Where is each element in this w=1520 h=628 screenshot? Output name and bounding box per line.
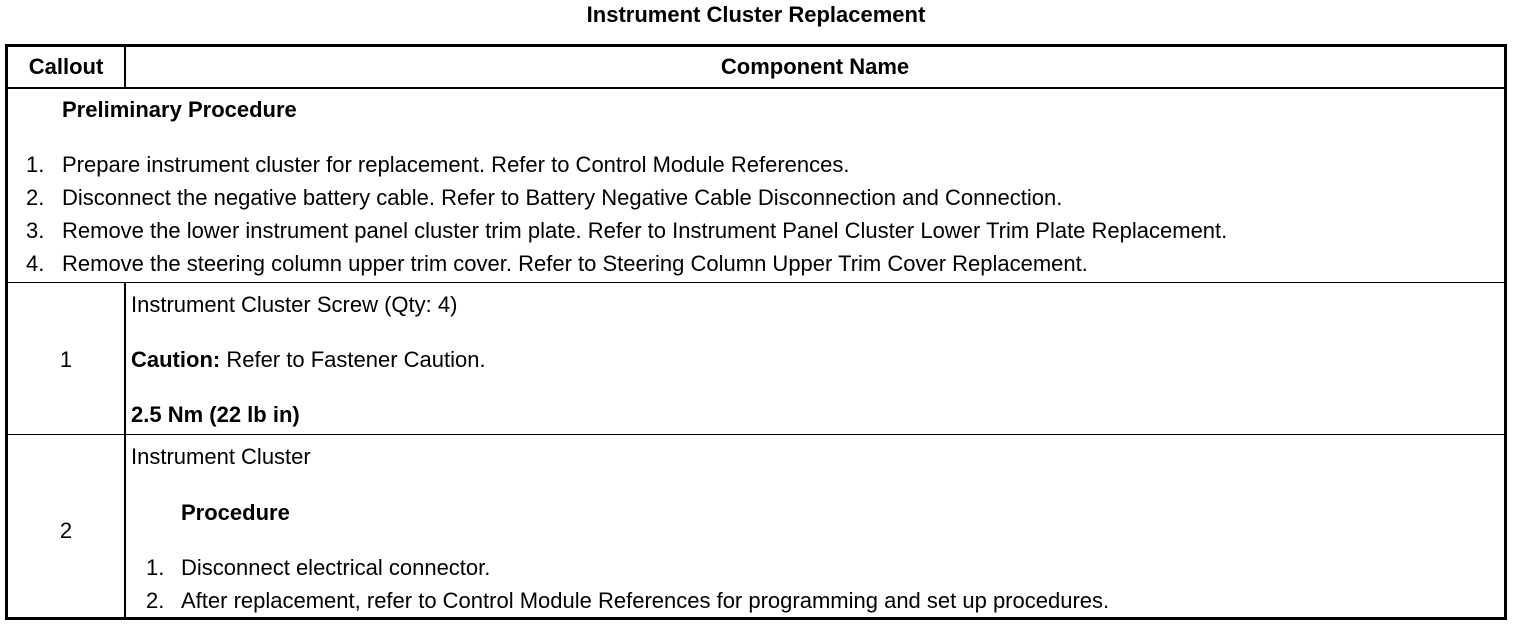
torque-spec: 2.5 Nm (22 lb in) <box>131 402 300 427</box>
procedure-step-num: 1. <box>146 555 165 580</box>
prelim-step-num: 4. <box>26 251 45 276</box>
body-column-divider <box>124 282 126 617</box>
procedure-step-num: 2. <box>146 588 165 613</box>
row-divider-1 <box>8 282 1504 283</box>
prelim-step-text: Remove the steering column upper trim cover. Refer to Steering Column Upper Trim Cover Replacement. <box>62 251 1088 276</box>
procedure-heading: Procedure <box>181 500 290 525</box>
row-divider-2 <box>8 434 1504 435</box>
component-name: Instrument Cluster Screw (Qty: 4) <box>131 292 458 317</box>
header-divider <box>8 87 1504 89</box>
callout-number: 1 <box>59 347 73 372</box>
page-title: Instrument Cluster Replacement <box>586 2 926 27</box>
procedure-table <box>5 44 1507 620</box>
component-name: Instrument Cluster <box>131 444 311 469</box>
callout-number: 2 <box>59 518 73 543</box>
prelim-step-text: Disconnect the negative battery cable. Refer to Battery Negative Cable Disconnection and Connection. <box>62 185 1063 210</box>
header-component-name: Component Name <box>720 54 910 79</box>
prelim-step-text: Remove the lower instrument panel cluster trim plate. Refer to Instrument Panel Cluster Lower Trim Plate Replacement. <box>62 218 1228 243</box>
prelim-step-text: Prepare instrument cluster for replacement. Refer to Control Module References. <box>62 152 850 177</box>
caution-line <box>131 347 486 373</box>
prelim-step-num: 3. <box>26 218 45 243</box>
caution-label: Caution: <box>131 347 221 372</box>
procedure-step-text: Disconnect electrical connector. <box>181 555 491 580</box>
header-callout: Callout <box>28 54 104 79</box>
prelim-step-num: 2. <box>26 185 45 210</box>
prelim-step-num: 1. <box>26 152 45 177</box>
caution-text: Refer to Fastener Caution. <box>226 347 486 372</box>
preliminary-heading: Preliminary Procedure <box>62 97 297 122</box>
procedure-step-text: After replacement, refer to Control Module References for programming and set up procedures. <box>181 588 1110 613</box>
